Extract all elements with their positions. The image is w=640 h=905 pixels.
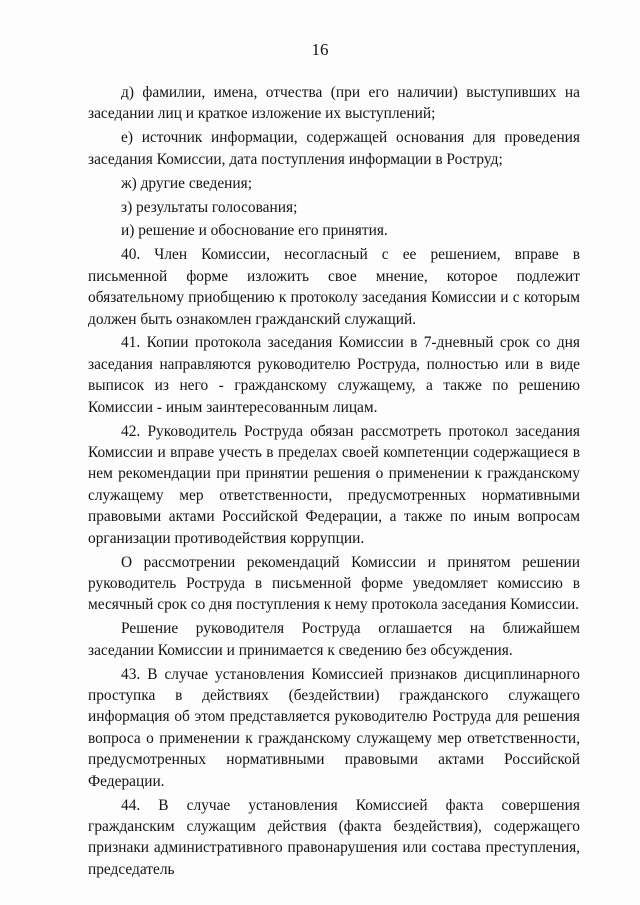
paragraph-41: 41. Копии протокола заседания Комиссии в 7-дневный срок со дня заседания направляются руководителю Роструда, полностью или в виде выписок из него - гражданскому служащему, а также по решению Комиссии - иным заинтересованным лицам. (88, 334, 580, 416)
paragraph-44: 44. В случае установления Комиссией факта совершения гражданским служащим действия (факта бездействия), содержащего признаки административного правонарушения или состава преступления, председатель (88, 796, 580, 878)
paragraph-42: 42. Руководитель Роструда обязан рассмотреть протокол заседания Комиссии и вправе учесть в пределах своей компетенции содержащиеся в нем рекомендации при принятии решения о применении к гражданскому служащему мер ответственности, предусмотренных нормативными правовыми актами Российской Федерации, а также по иным вопросам организации противодействия коррупции. (88, 422, 580, 547)
document-body (88, 82, 580, 883)
paragraph-d: д) фамилии, имена, отчества (при его наличии) выступивших на заседании лиц и краткое изложение их выступлений; (88, 84, 580, 123)
paragraph-40: 40. Член Комиссии, несогласный с ее решением, вправе в письменной форме изложить свое мнение, которое подлежит обязательному приобщению к протоколу заседания Комиссии и с которым должен быть ознакомлен гражданский служащий. (88, 246, 580, 328)
paragraph-i: и) решение и обоснование его принятия. (121, 222, 388, 240)
paragraph-42-decision-announcement: Решение руководителя Роструда оглашается на ближайшем заседании Комиссии и принимается к сведению без обсуждения. (88, 620, 580, 659)
paragraph-e: е) источник информации, содержащей основания для проведения заседания Комиссии, дата поступления информации в Роструд; (88, 129, 580, 168)
paragraph-43: 43. В случае установления Комиссией признаков дисциплинарного проступка в действиях (бездействии) гражданского служащего информация об этом представляется руководителю Роструда для решения вопроса о применении к гражданскому служащему мер ответственности, предусмотренных нормативными правовыми актами Российской Федерации. (88, 665, 580, 790)
page-number: 16 (311, 40, 329, 59)
paragraph-42-decision-notice: О рассмотрении рекомендаций Комиссии и принятом решении руководитель Роструда в письменной форме уведомляет комиссию в месячный срок со дня поступления к нему протокола заседания Комиссии. (88, 553, 580, 614)
paragraph-z: з) результаты голосования; (121, 198, 298, 216)
paragraph-zh: ж) другие сведения; (121, 174, 252, 192)
